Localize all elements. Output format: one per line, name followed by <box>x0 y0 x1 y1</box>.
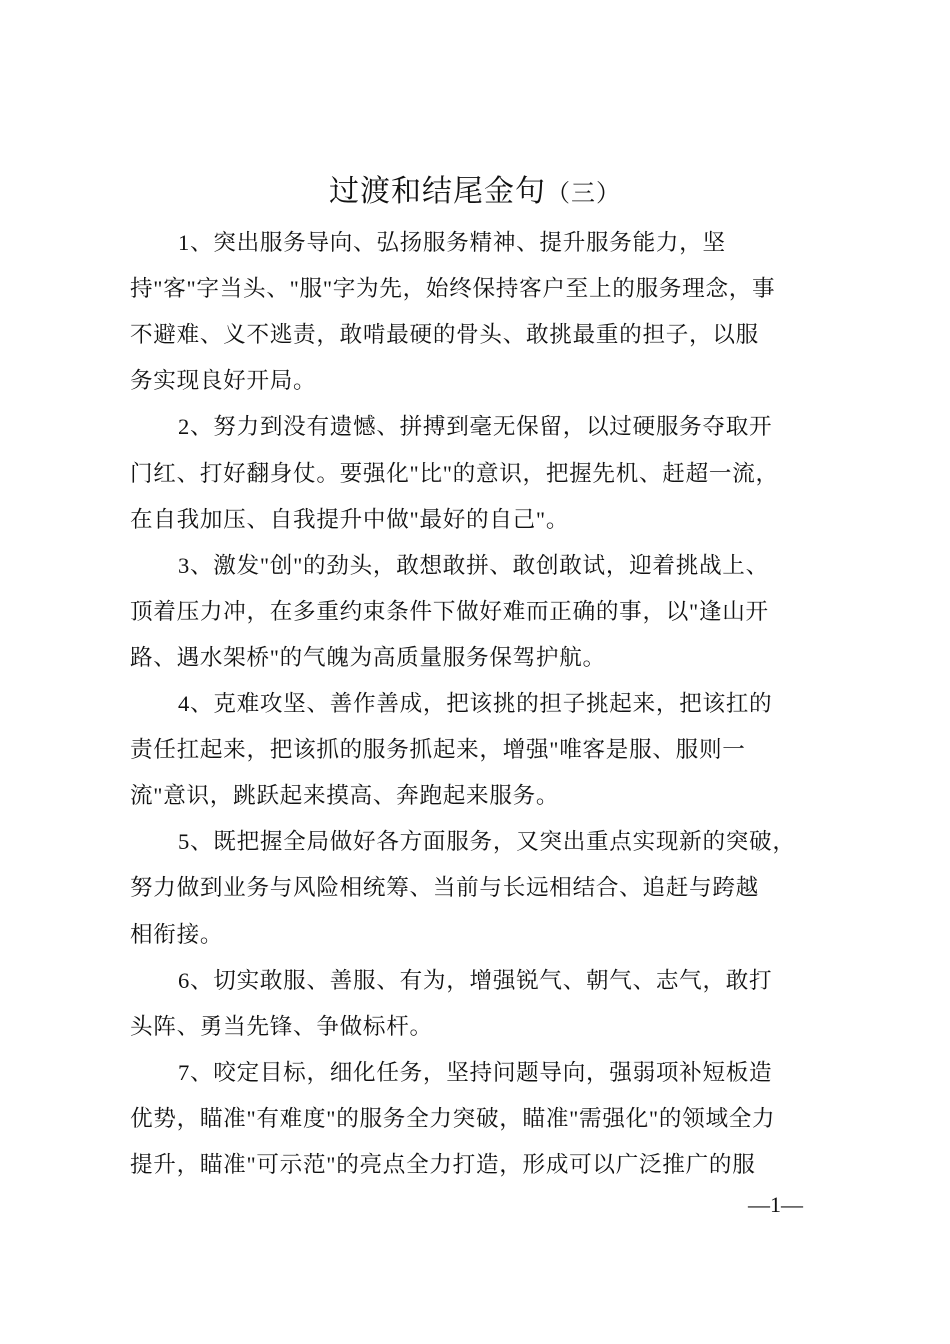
paragraph-line: 门红、打好翻身仗。要强化"比"的意识，把握先机、赶超一流， <box>130 460 779 486</box>
paragraph-line: 顶着压力冲，在多重约束条件下做好难而正确的事，以"逢山开 <box>130 598 769 624</box>
title-suffix: （三） <box>546 181 621 207</box>
page-number: —1— <box>748 1192 803 1217</box>
paragraph-line: 不避难、义不逃责，敢啃最硬的骨头、敢挑最重的担子，以服 <box>130 322 759 348</box>
paragraph-line: 提升，瞄准"可示范"的亮点全力打造，形成可以广泛推广的服 <box>130 1152 756 1177</box>
paragraph-line: 务实现良好开局。 <box>130 368 317 394</box>
paragraph-line: 7、咬定目标，细化任务，坚持问题导向，强弱项补短板造 <box>178 1059 773 1085</box>
paragraph-line: 4、克难攻坚、善作善成，把该挑的担子挑起来，把该扛的 <box>178 691 773 716</box>
paragraph-line: 6、切实敢服、善服、有为，增强锐气、朝气、志气，敢打 <box>178 967 773 993</box>
paragraph-line: 优势，瞄准"有难度"的服务全力突破，瞄准"需强化"的领域全力 <box>130 1105 776 1131</box>
paragraph-line: 2、努力到没有遗憾、拼搏到毫无保留，以过硬服务夺取开 <box>178 414 773 440</box>
paragraph-line: 相衔接。 <box>130 921 224 947</box>
document-title <box>0 170 950 216</box>
paragraph-line: 3、激发"创"的劲头，敢想敢拼、敢创敢试，迎着挑战上、 <box>178 552 769 578</box>
paragraph-line: 1、突出服务导向、弘扬服务精神、提升服务能力，坚 <box>178 230 726 255</box>
title-text: 过渡和结尾金句 <box>329 175 546 208</box>
paragraph-line: 流"意识，跳跃起来摸高、奔跑起来服务。 <box>130 783 560 809</box>
paragraph-line: 持"客"字当头、"服"字为先，始终保持客户至上的服务理念，事 <box>130 276 776 302</box>
paragraph-line: 头阵、勇当先锋、争做标杆。 <box>130 1013 433 1039</box>
paragraph-line: 努力做到业务与风险相统筹、当前与长远相结合、追赶与跨越 <box>130 875 759 901</box>
paragraph-line: 5、既把握全局做好各方面服务，又突出重点实现新的突破， <box>178 829 796 855</box>
paragraph-line: 在自我加压、自我提升中做"最好的自己"。 <box>130 506 570 532</box>
paragraph-line: 路、遇水架桥"的气魄为高质量服务保驾护航。 <box>130 644 606 670</box>
paragraph-line: 责任扛起来，把该抓的服务抓起来，增强"唯客是服、服则一 <box>130 737 746 763</box>
